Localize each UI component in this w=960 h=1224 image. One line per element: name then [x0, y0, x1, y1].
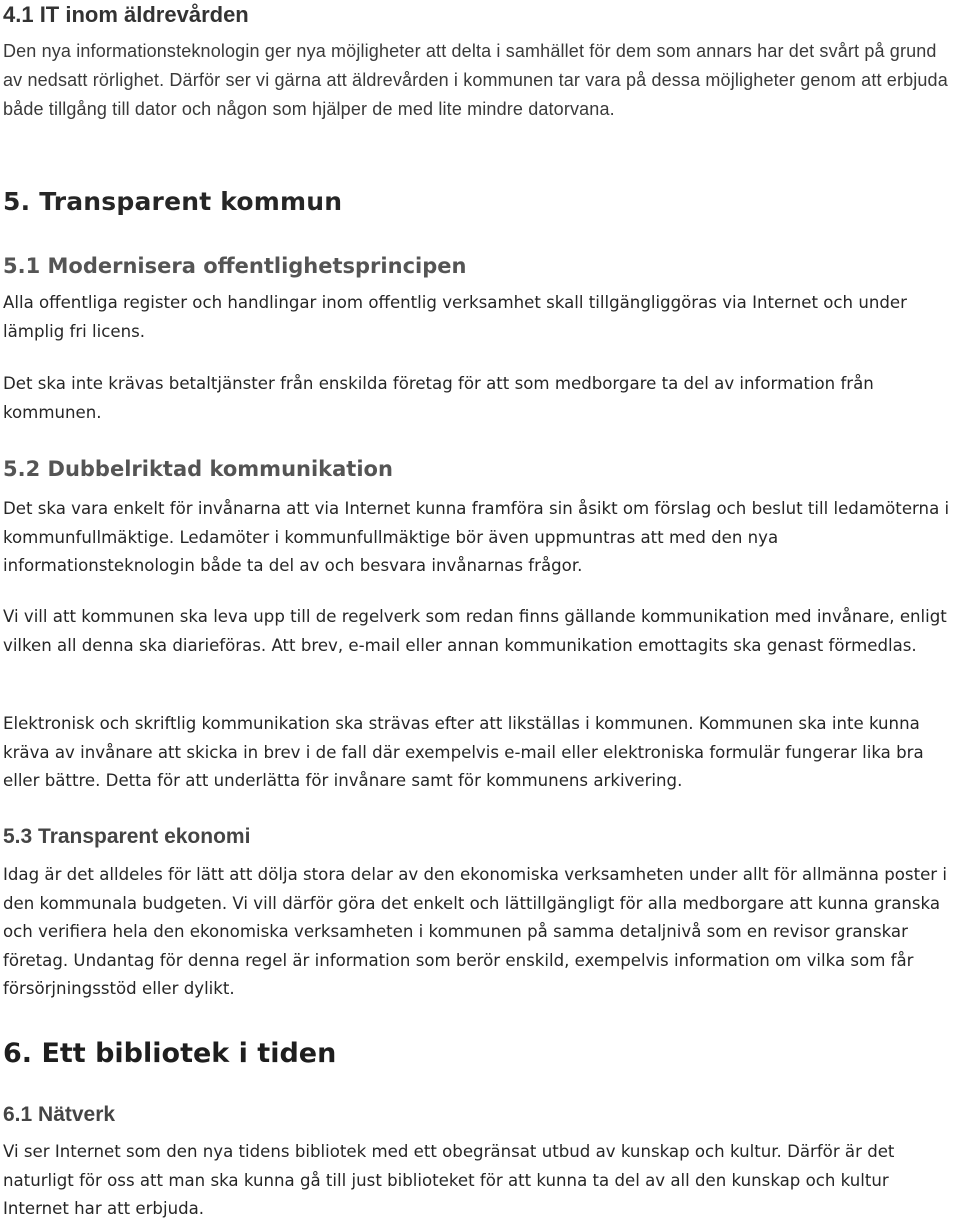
heading-6: 6. Ett bibliotek i tiden: [3, 1038, 337, 1069]
paragraph-5-3: Idag är det alldeles för lätt att dölja stora delar av den ekonomiska verksamheten under allt för allmänna poster i den kommunala budgeten. Vi vill därför göra det enkelt och lättillgängligt för alla medborgare att kunna granska och verifiera hela den ekonomiska verksamheten i kommunen på samma detaljnivå som en revisor granskar företag. Undantag för denna regel är information som berör enskild, exempelvis information om vilka som får försörjningsstöd eller dylikt.: [3, 865, 947, 998]
paragraph-5-1-a: Alla offentliga register och handlingar inom offentlig verksamhet skall tillgängliggöras via Internet och under lämplig fri licens.: [3, 293, 907, 341]
paragraph-5-1-b: Det ska inte krävas betaltjänster från enskilda företag för att som medborgare ta del av information från kommunen.: [3, 374, 874, 422]
heading-5-1: 5.1 Modernisera offentlighetsprincipen: [3, 254, 467, 278]
paragraph-5-2-b: Vi vill att kommunen ska leva upp till de regelverk som redan finns gällande kommunikation med invånare, enligt vilken all denna ska diarieföras. Att brev, e-mail eller annan kommunikation emottagits ska genast förmedlas.: [3, 607, 947, 655]
paragraph-5-2-a: Det ska vara enkelt för invånarna att via Internet kunna framföra sin åsikt om förslag och beslut till ledamöterna i kommunfullmäktige. Ledamöter i kommunfullmäktige bör även uppmuntras att med den nya informationsteknologin både ta del av och besvara invånarnas frågor.: [3, 499, 950, 575]
heading-5-3: 5.3 Transparent ekonomi: [3, 825, 251, 848]
heading-6-1: 6.1 Nätverk: [3, 1103, 116, 1126]
heading-5-2: 5.2 Dubbelriktad kommunikation: [3, 457, 393, 481]
heading-4-1: 4.1 IT inom äldrevården: [3, 2, 249, 27]
paragraph-4-1: Den nya informationsteknologin ger nya möjligheter att delta i samhället för dem som annars har det svårt på grund av nedsatt rörlighet. Därför ser vi gärna att äldrevården i kommunen tar vara på dessa möjligheter genom att erbjuda både tillgång till dator och någon som hjälper de med lite mindre datorvana.: [3, 41, 948, 119]
paragraph-6-1: Vi ser Internet som den nya tidens bibliotek med ett obegränsat utbud av kunskap och kultur. Därför är det naturligt för oss att man ska kunna gå till just biblioteket för att kunna ta del av all den kunskap och kultur Internet har att erbjuda.: [3, 1142, 895, 1218]
paragraph-5-2-c: Elektronisk och skriftlig kommunikation ska strävas efter att likställas i kommunen. Kommunen ska inte kunna kräva av invånare att skicka in brev i de fall där exempelvis e-mail eller elektroniska formulär fungerar lika bra eller bättre. Detta för att underlätta för invånare samt för kommunens arkivering.: [3, 714, 924, 790]
heading-5: 5. Transparent kommun: [3, 187, 343, 216]
